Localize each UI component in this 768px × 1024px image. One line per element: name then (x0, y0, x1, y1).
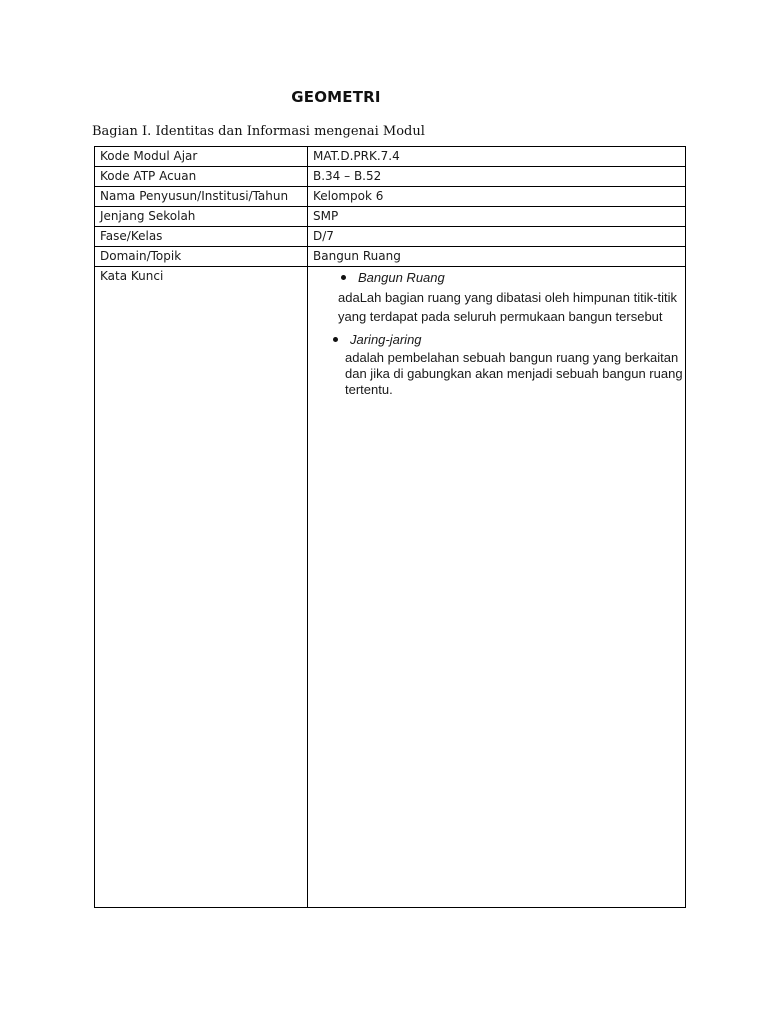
table-row-fase-kelas (95, 227, 686, 247)
row-value: B.34 – B.52 (308, 167, 686, 187)
row-value: MAT.D.PRK.7.4 (308, 147, 686, 167)
keyword-item (313, 330, 685, 398)
table-row-jenjang (95, 207, 686, 227)
table-row-kode-atp (95, 167, 686, 187)
row-value: SMP (308, 207, 686, 227)
row-value: D/7 (308, 227, 686, 247)
bullet-icon (341, 275, 346, 280)
keywords-cell (308, 267, 686, 908)
row-label: Nama Penyusun/Institusi/Tahun (95, 187, 308, 207)
keyword-term: Bangun Ruang (358, 270, 445, 285)
row-value: Kelompok 6 (308, 187, 686, 207)
keyword-definition: adalah pembelahan sebuah bangun ruang yang berkaitan dan jika di gabungkan akan menjadi sebuah bangun ruang tertentu. (345, 350, 683, 397)
row-label: Kode Modul Ajar (95, 147, 308, 167)
row-label: Fase/Kelas (95, 227, 308, 247)
table-row-kata-kunci (95, 267, 686, 908)
keyword-definition: adaLah bagian ruang yang dibatasi oleh himpunan titik-titik yang terdapat pada seluruh permukaan bangun tersebut (338, 290, 677, 324)
row-label: Kata Kunci (95, 267, 308, 908)
row-value: Bangun Ruang (308, 247, 686, 267)
table-row-kode-modul (95, 147, 686, 167)
row-label: Kode ATP Acuan (95, 167, 308, 187)
module-info-table (94, 146, 686, 908)
row-label: Domain/Topik (95, 247, 308, 267)
table-row-nama-penyusun (95, 187, 686, 207)
keyword-term: Jaring-jaring (350, 332, 422, 347)
table-row-domain (95, 247, 686, 267)
row-label: Jenjang Sekolah (95, 207, 308, 227)
section-heading: Bagian I. Identitas dan Informasi mengenai Modul (92, 124, 425, 139)
keyword-item (313, 268, 685, 326)
page-title: GEOMETRI (291, 88, 381, 106)
bullet-icon (333, 337, 338, 342)
